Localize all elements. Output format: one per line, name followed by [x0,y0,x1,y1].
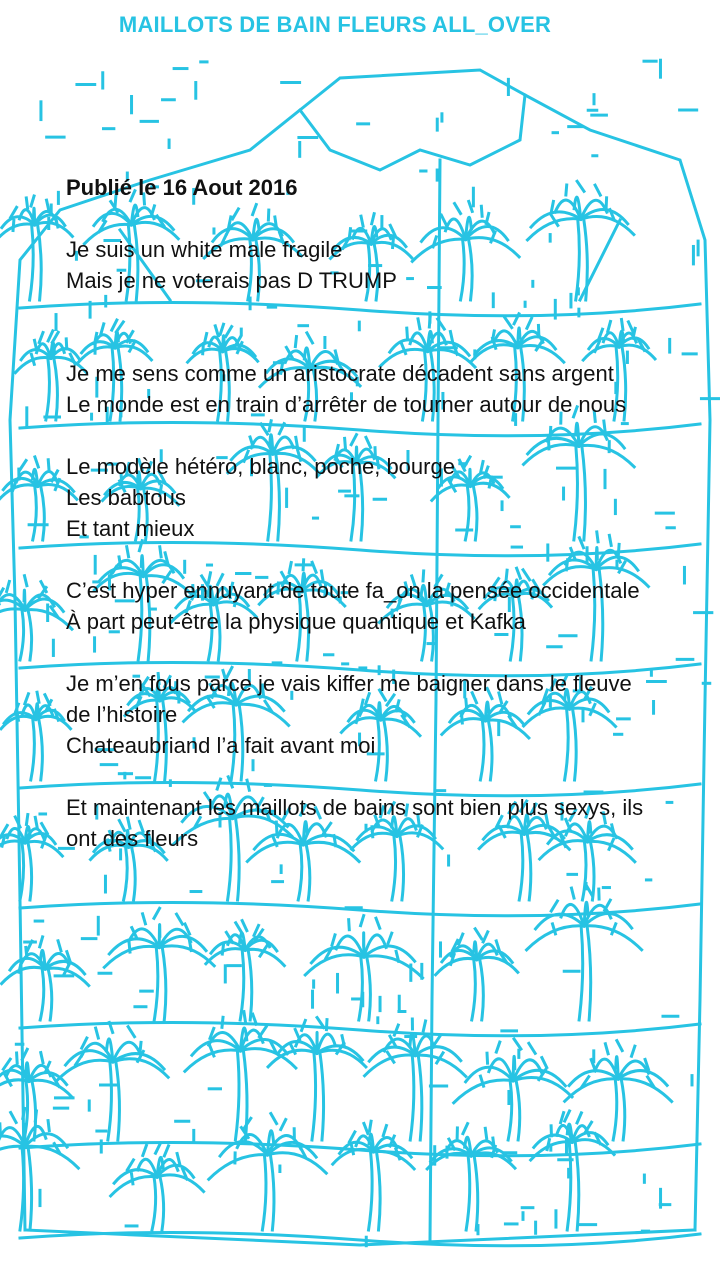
illustration-stroke [281,1120,286,1130]
illustration-stroke [254,925,259,935]
illustration-stroke [132,847,136,900]
poem-line: Et tant mieux [66,516,195,541]
illustration-stroke [41,486,45,540]
illustration-stroke [162,947,166,1020]
poem-text [66,172,651,854]
illustration-stroke [13,221,14,231]
illustration-stroke [154,947,158,1020]
illustration-stroke [108,1062,112,1140]
illustration-stroke [369,1121,371,1131]
illustration-stroke [31,196,34,206]
illustration-stroke [302,1020,306,1030]
illustration-stroke [20,1147,24,1230]
illustration-stroke [410,1055,414,1140]
illustration-stroke [613,1079,617,1140]
illustration-stroke [542,1058,547,1068]
illustration-stroke [259,1027,266,1037]
illustration-stroke [349,1132,354,1142]
illustration-stroke [235,1051,239,1140]
illustration-stroke [571,888,574,898]
poem-line: Le monde est en train d’arrêter de tourner autour de nous [66,392,627,417]
poem-line: Je me sens comme un aristocrate décadent sans argent [66,361,614,386]
illustration-stroke [514,1039,521,1049]
illustration-stroke [565,1111,570,1121]
poem-line: C’est hyper ennuyant de toute fa_on la pensée occidentale [66,578,640,603]
illustration-stroke [209,1155,268,1180]
illustration-stroke [485,1128,486,1138]
illustration-stroke [480,959,484,1020]
poem-line: À part peut-être la physique quantique et Kafka [66,609,526,634]
illustration-stroke [487,1053,488,1063]
illustration-stroke [113,1059,168,1077]
illustration-stroke [396,1149,400,1159]
poem-line: Chateaubriand l’a fait avant moi [66,733,376,758]
illustration-stroke [369,1152,373,1230]
illustration-stroke [359,957,363,1020]
illustration-stroke [3,1059,10,1069]
illustration-stroke [37,692,39,702]
illustration-stroke [320,1053,324,1140]
illustration-stroke [551,901,557,911]
illustration-stroke [124,847,128,900]
illustration-stroke [35,457,38,467]
illustration-stroke [605,900,611,910]
illustration-stroke [46,358,50,420]
illustration-stroke [25,694,29,704]
page-title: MAILLOTS DE BAIN FLEURS ALL_OVER [118,12,552,37]
illustration-stroke [472,959,476,1020]
illustration-stroke [361,916,364,926]
illustration-stroke [164,1146,168,1156]
illustration-stroke [326,1020,327,1030]
illustration-stroke [41,1053,43,1063]
illustration-stroke [222,944,223,954]
illustration-stroke [222,1017,223,1027]
illustration-stroke [54,358,58,420]
illustration-stroke [496,1042,499,1052]
illustration-stroke [52,332,58,342]
illustration-stroke [30,225,34,300]
illustration-stroke [31,719,35,780]
illustration-stroke [367,957,371,1020]
illustration-stroke [189,941,191,951]
illustration-stroke [143,1145,147,1155]
illustration-stroke [349,920,350,930]
poem-line: Je m’en fous parce je vais kiffer me baigner dans le fleuve de l’histoire [66,671,632,727]
illustration-stroke [177,1154,180,1164]
illustration-stroke [483,932,488,942]
illustration-stroke [38,225,42,300]
illustration-stroke [2,967,46,983]
illustration-stroke [388,933,392,943]
illustration-stroke [140,1042,141,1052]
illustration-stroke [23,1108,25,1118]
illustration-stroke [459,934,463,944]
illustration-stroke [47,200,49,210]
illustration-stroke [383,1126,386,1136]
illustration-stroke [240,950,244,1020]
illustration-stroke [617,1041,622,1051]
illustration-stroke [132,1174,133,1184]
illustration-stroke [20,610,24,660]
illustration-stroke [39,719,43,780]
illustration-stroke [177,914,183,924]
illustration-stroke [24,576,26,586]
illustration-stroke [267,1153,326,1173]
illustration-stroke [11,1113,16,1123]
poem-line: Les babtous [66,485,186,510]
illustration-stroke [587,926,591,1020]
illustration-stroke [513,1077,572,1096]
illustration-stroke [579,926,583,1020]
illustration-stroke [377,1152,381,1230]
illustration-stroke [28,843,32,900]
illustration-stroke [40,969,44,1020]
poem-line: Je suis un white male fragile [66,237,343,262]
illustration-stroke [632,1046,635,1056]
illustration-stroke [244,1012,246,1022]
illustration-stroke [516,1081,520,1140]
illustration-stroke [270,1155,274,1230]
illustration-stroke [31,354,34,364]
illustration-stroke [271,1114,277,1124]
illustration-stroke [0,224,35,240]
illustration-stroke [156,1143,161,1153]
illustration-stroke [529,1043,535,1053]
illustration-stroke [19,460,26,470]
illustration-stroke [475,929,481,939]
illustration-stroke [242,921,247,931]
illustration-stroke [128,1027,134,1037]
illustration-stroke [236,923,242,933]
illustration-stroke [332,935,335,945]
illustration-stroke [26,198,27,208]
illustration-stroke [48,1121,49,1131]
illustration-stroke [48,331,53,341]
illustration-stroke [129,942,130,952]
illustration-stroke [7,581,10,591]
illustration-stroke [116,1062,120,1140]
illustration-stroke [474,1156,478,1230]
illustration-stroke [25,1146,78,1168]
illustration-stroke [39,333,43,343]
illustration-stroke [26,815,27,825]
illustration-stroke [143,914,146,924]
poem-line: Mais je ne voterais pas D TRUMP [66,268,397,293]
illustration-stroke [577,1113,581,1123]
illustration-stroke [423,1021,425,1031]
illustration-stroke [508,1081,512,1140]
illustration-stroke [24,590,25,610]
illustration-stroke [466,1156,470,1230]
illustration-stroke [547,1140,549,1150]
illustration-stroke [463,1124,468,1134]
illustration-stroke [28,610,32,660]
illustration-stroke [152,1177,156,1230]
illustration-stroke [418,1055,422,1140]
illustration-stroke [40,937,43,947]
illustration-stroke [20,1022,700,1035]
illustration-stroke [434,1036,441,1046]
illustration-stroke [621,1079,625,1140]
illustration-stroke [33,486,37,540]
illustration-stroke [154,908,160,918]
illustration-stroke [317,1050,366,1067]
illustration-stroke [48,969,52,1020]
illustration-stroke [312,1053,316,1140]
illustration-stroke [48,460,49,470]
illustration-stroke [575,1142,579,1230]
illustration-stroke [96,1028,99,1038]
illustration-stroke [17,1053,18,1063]
illustration-stroke [35,817,37,827]
illustration-stroke [35,1111,36,1121]
illustration-stroke [300,70,525,170]
illustration-stroke [248,950,252,1020]
illustration-stroke [58,941,61,951]
illustration-stroke [364,1123,368,1133]
illustration-stroke [28,1147,32,1230]
illustration-stroke [262,1155,266,1230]
publish-date: Publié le 16 Aout 2016 [66,175,298,200]
poem-line: Et maintenant les maillots de bains sont bien plus sexys, ils ont des fleurs [66,795,644,851]
illustration-stroke [376,918,380,928]
illustration-stroke [127,1160,133,1170]
illustration-stroke [157,1175,204,1192]
illustration-stroke [605,1044,608,1054]
poem-line: Le modèle hétéro, blanc, poche, bourge [66,454,455,479]
illustration-stroke [496,941,499,951]
illustration-stroke [160,1177,164,1230]
